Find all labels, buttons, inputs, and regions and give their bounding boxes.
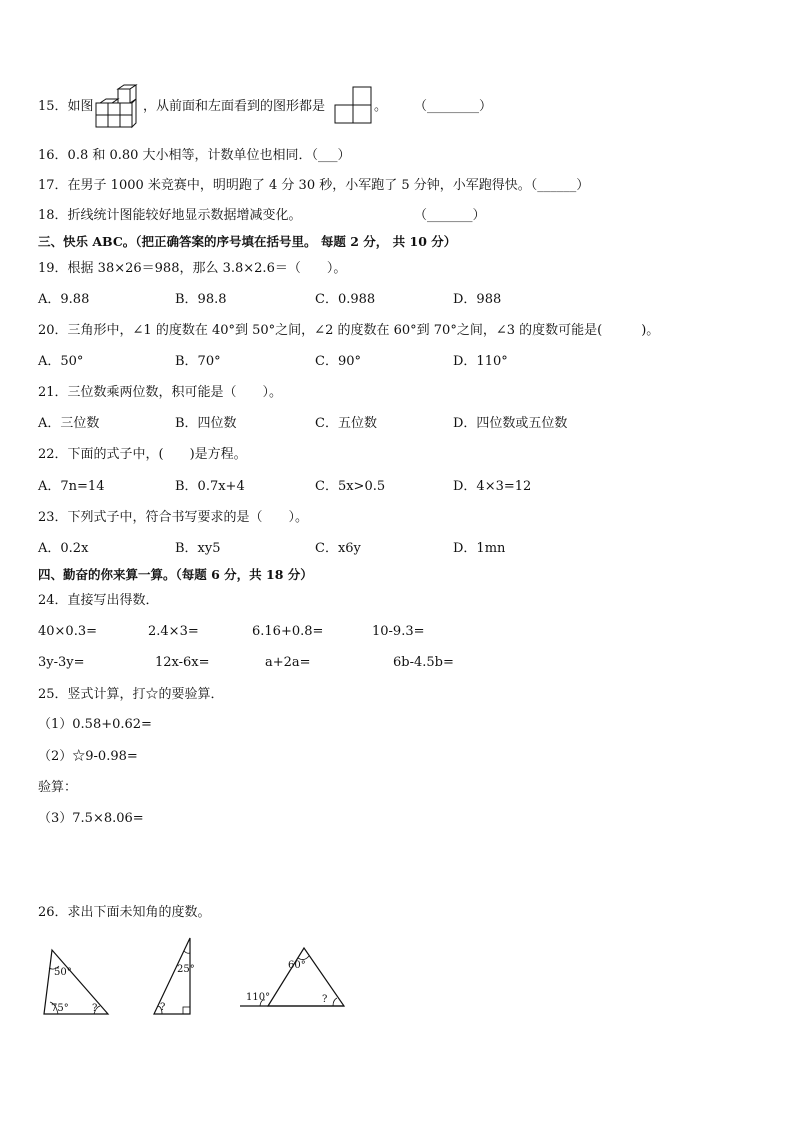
q20-option-d[interactable]: D．110° — [453, 354, 508, 369]
question-23: 23．下列式子中，符合书写要求的是（ ）。 — [38, 510, 309, 525]
q22-option-c[interactable]: C．5x>0.5 — [315, 479, 386, 494]
q18-answer-blank[interactable]: （_______） — [414, 208, 486, 223]
q15-suffix: 。 — [374, 99, 388, 114]
fig1-top-angle: 50° — [54, 967, 72, 978]
q19-option-c[interactable]: C．0.988 — [315, 292, 376, 307]
q24-calc-4: 10-9.3= — [372, 624, 425, 639]
q22-option-b[interactable]: B．0.7x+4 — [175, 479, 245, 494]
q24-calc-5: 3y-3y= — [38, 655, 85, 670]
question-22: 22．下面的式子中，( )是方程。 — [38, 447, 247, 462]
question-19: 19．根据 38×26＝988，那么 3.8×2.6＝（ ）。 — [38, 261, 347, 276]
section-3-heading: 三、快乐 ABC。（把正确答案的序号填在括号里。 每题 2 分， 共 10 分） — [38, 234, 457, 249]
q24-calc-3: 6.16+0.8= — [252, 624, 324, 639]
question-15 — [38, 98, 94, 116]
q20-option-c[interactable]: C．90° — [315, 354, 361, 369]
q21-option-c[interactable]: C．五位数 — [315, 416, 377, 431]
q22-option-d[interactable]: D．4×3=12 — [453, 479, 532, 494]
q20-option-a[interactable]: A．50° — [38, 354, 84, 369]
question-18 — [38, 207, 302, 225]
q22-option-a[interactable]: A．7n=14 — [38, 479, 105, 494]
triangle-figure-3 — [238, 944, 348, 1010]
q24-calc-6: 12x-6x= — [155, 655, 210, 670]
question-16: 16．0.8 和 0.80 大小相等，计数单位也相同．（___） — [38, 148, 351, 163]
q25-item-2: （2）☆9-0.98= — [38, 749, 138, 764]
fig2-top-angle: 25° — [177, 964, 195, 975]
q25-verify-label: 验算： — [38, 780, 78, 795]
q24-calc-2: 2.4×3= — [148, 624, 199, 639]
question-21: 21．三位数乘两位数，积可能是（ ）。 — [38, 385, 283, 400]
question-17: 17．在男子 1000 米竞赛中，明明跑了 4 分 30 秒，小军跑了 5 分钟，小军跑得快。（______） — [38, 178, 590, 193]
q15-middle: ，从前面和左面看到的图形都是 — [143, 99, 326, 114]
question-26: 26．求出下面未知角的度数。 — [38, 905, 211, 920]
question-25: 25．竖式计算，打☆的要验算． — [38, 687, 224, 702]
q24-calc-7: a+2a= — [265, 655, 311, 670]
fig1-left-angle: 75° — [51, 1003, 69, 1014]
section-4-heading: 四、勤奋的你来算一算。（每题 6 分，共 18 分） — [38, 567, 313, 582]
q21-option-d[interactable]: D．四位数或五位数 — [453, 416, 568, 431]
q19-option-d[interactable]: D．988 — [453, 292, 502, 307]
q23-option-a[interactable]: A．0.2x — [38, 541, 89, 556]
q15-answer-blank[interactable]: （________） — [414, 99, 493, 114]
q23-option-d[interactable]: D．1mn — [453, 541, 506, 556]
q20-option-b[interactable]: B．70° — [175, 354, 221, 369]
fig3-top-angle: 60° — [288, 960, 306, 971]
q24-calc-1: 40×0.3= — [38, 624, 98, 639]
q19-option-b[interactable]: B．98.8 — [175, 292, 227, 307]
question-20: 20．三角形中，∠1 的度数在 40°到 50°之间，∠2 的度数在 60°到 70°之间，∠3 的度数可能是( )。 — [38, 323, 660, 338]
view-shape-figure — [334, 86, 376, 126]
fig1-unknown-angle: ? — [92, 1003, 98, 1014]
q25-item-1: （1）0.58+0.62= — [38, 717, 152, 732]
q25-item-3: （3）7.5×8.06= — [38, 811, 144, 826]
fig2-unknown-angle: ? — [160, 1002, 166, 1013]
question-24: 24．直接写出得数． — [38, 593, 159, 608]
fig3-unknown-angle: ? — [322, 994, 328, 1005]
q24-calc-8: 6b-4.5b= — [393, 655, 454, 670]
q23-option-c[interactable]: C．x6y — [315, 541, 361, 556]
triangle-figure-2 — [150, 934, 194, 1018]
triangle-figure-1 — [40, 944, 112, 1018]
stacked-cubes-figure — [96, 85, 140, 129]
q23-option-b[interactable]: B．xy5 — [175, 541, 221, 556]
fig3-exterior-angle: 110° — [246, 992, 271, 1003]
q19-option-a[interactable]: A．9.88 — [38, 292, 90, 307]
q18-text: 18．折线统计图能较好地显示数据增减变化。 — [38, 208, 302, 223]
q15-prefix: 15．如图 — [38, 99, 94, 114]
q21-option-b[interactable]: B．四位数 — [175, 416, 237, 431]
q21-option-a[interactable]: A．三位数 — [38, 416, 100, 431]
